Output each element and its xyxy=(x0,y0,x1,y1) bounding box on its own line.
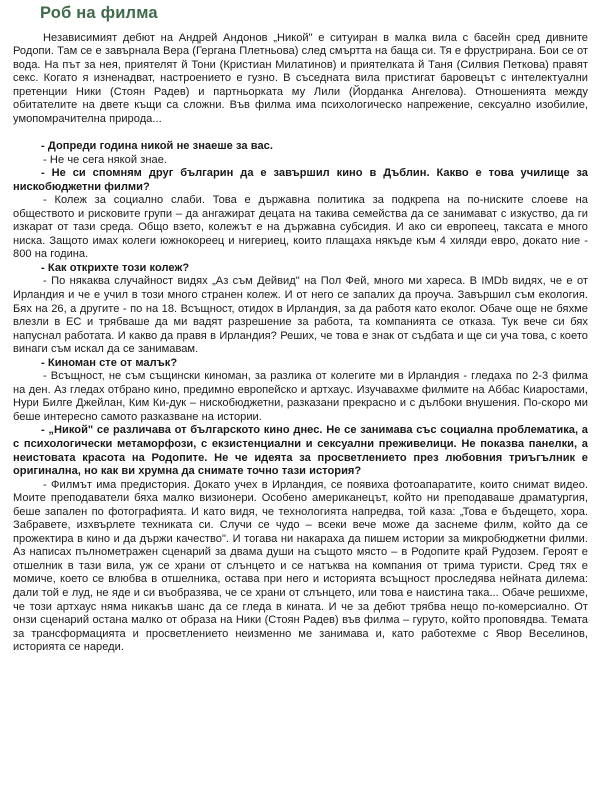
paragraph-spacer xyxy=(13,126,588,140)
interview-question: - „Никой" се различава от българското кино днес. Не се занимава със социална проблематика, а с психологически метаморфози, с екзистенциални и сексуални преживелици. Не показва панелки, а неистовата красота на Родопите. Не че идеята за просветлението през любовния триъгълник е оригинална, но как ви хрумна да снимате точно тази история? xyxy=(13,424,588,478)
interview-answer: - Не че сега някой знае. xyxy=(43,153,168,166)
interview-question: - Допреди година никой не знаеше за вас. xyxy=(41,139,273,152)
interview-question: - Как открихте този колеж? xyxy=(41,261,190,274)
intro-paragraph: Независимият дебют на Андрей Андонов „Никой" е ситуиран в малка вила с басейн сред дивните Родопи. Там се е завърнала Вера (Гергана Плетньова) след смъртта на баща си. Тя е фрустрирана. Бои се от вода. На път за нея, приятелят й Тони (Кристиан Милатинов) и приятелката й Таня (Силвия Петкова) правят секс. Когато я изненадват, настроението е гузно. В съседната вила пристигат баровецът с интелектуални претенции Ники (Стоян Радев) и партньорката му Лили (Йорданка Ангелова). Отношенията между обитателите на двете къщи са сложни. Във филма има психологическо напрежение, сексуално изобилие, умопомрачителна природа... xyxy=(13,31,588,125)
interview-answer: - Филмът има предистория. Докато учех в Ирландия, се появиха фотоапаратите, които снимат видео. Моите преподаватели бяха малко визионери. Особено американецът, който ни преподаваше драматургия, беше запален по фотографията. И като видя, че технологията напредва, той каза: „Това е бъдещето, хора. Забравете, изхвърлете техниката си. Случи се чудо – всеки вече може да заснеме филм, който да се прожектира в кино и да държи качество". И тогава ни накараха да пишем истории за микробюджетни филми. Аз написах пълнометражен сценарий за двама души на същото място – в Родопите край Рудозем. Героят е отшелник в тази вила, уж се храни от слънцето и се натъква на компания от трима туристи. Сред тях е момиче, което се влюбва в отшелника, остава при него и историята всъщност проследява нейната дилема: дали той е луд, не яде и си въобразява, че се храни от слънцето, или това е наистина така... Обаче решихме, че този артхаус няма никакъв шанс да се гледа в кината. И че за дебют трябва нещо по-комерсиално. От онзи сценарий остана малко от образа на Ники (Стоян Радев) във филма – гуруто, който проповядва. Темата за трансформацията и просветлението неизменно ме занимава и, като работехме с Явор Веселинов, историята се нареди. xyxy=(13,478,588,654)
page-title: Роб на филма xyxy=(40,4,158,22)
interview-answer: - Всъщност, не съм същински киноман, за разлика от колегите ми в Ирландия - гледаха по 2-3 филма на ден. Аз гледах отбрано кино, предимно европейско и артхаус. Изучавахме филмите на Аббас Киаростами, Нури Билге Джейлан, Ким Ки-дук – нискобюджетни, разказани прекрасно и с дълбоки внушения. По-скоро ми беше интересно самото разказване на истории. xyxy=(13,370,588,423)
interview-question: - Киноман сте от малък? xyxy=(41,356,178,369)
interview-question: - Не си спомням друг българин да е завършил кино в Дъблин. Какво е това училище за нискобюджетни филми? xyxy=(13,167,588,193)
interview-answer: - По някаква случайност видях „Аз съм Дейвид" на Пол Фей, много ми хареса. В IMDb видях, че е от Ирландия и че е учил в този много странен колеж. И от него се запалих да проуча. Завършил съм екология. Бях на 26, а другите - по на 18. Всъщност, отидох в Ирландия, за да работя като еколог. Обаче още не бяхме влезли в ЕС и трябваше да ми вадят разрешение за работа, та компанията се отказа. Тук вече си бях напуснал работата. И какво да правя в Ирландия? Реших, че това е знак от съдбата и ще си уча това, с което винаги съм искал да се занимавам. xyxy=(13,275,588,356)
article-body xyxy=(13,32,588,655)
interview-answer: - Колеж за социално слаби. Това е държавна политика за подкрепа на по-ниските слоеве на обществото и рисковите групи – да ангажират децата на такива семейства да се занимават с изкуство, да ги изкарат от тази среда. Общо взето, колежът е на държавна субсидия. И ако си европеец, таксата е много ниска. Защото имах колеги южнокореец и нигериец, които плащаха някъде към 4 хиляди евро, докато ние - 800 на година. xyxy=(13,194,588,261)
